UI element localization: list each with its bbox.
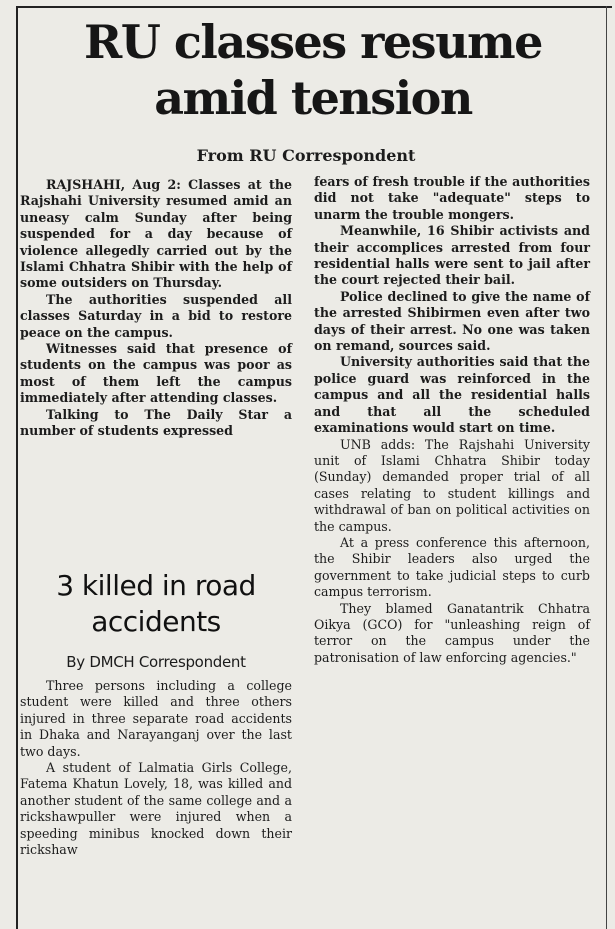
story1-headline: RU classes resume amid tension [84, 15, 542, 125]
story2-byline: By DMCH Correspondent [66, 653, 246, 671]
story2-paragraph: Three persons including a college student were killed and three others injured in three separate road accidents in Dhaka and Narayanganj over the last two days. [20, 678, 292, 759]
story1-paragraph: Meanwhile, 16 Shibir activists and their accomplices arrested from four residential halls were sent to jail after the court rejected their bail. [314, 223, 590, 288]
left-column-rule [16, 6, 18, 929]
story1-paragraph: RAJSHAHI, Aug 2: Classes at the Rajshahi University resumed amid an uneasy calm Sunday after being suspended for a day because of violence allegedly carried out by the Islami Chhatra Shibir with the help of some outsiders on Thursday. [20, 177, 292, 291]
story2-paragraph: A student of Lalmatia Girls College, Fatema Khatun Lovely, 18, was killed and another student of the same college and a rickshawpuller were injured when a speeding minibus knocked down their rickshaw [20, 760, 292, 858]
story1-paragraph: Talking to The Daily Star a number of students expressed [20, 406, 292, 439]
story1-byline: From RU Correspondent [196, 146, 416, 165]
top-rule [16, 6, 612, 8]
story2-column [20, 678, 292, 858]
story1-paragraph: They blamed Ganatantrik Chhatra Oikya (GCO) for "unleashing reign of terror on the campus under the patronisation of law enforcing agencies." [314, 600, 590, 665]
story1-paragraph: University authorities said that the police guard was reinforced in the campus and all the residential halls and that all the scheduled examinations would start on time. [314, 354, 590, 436]
story2-headline: 3 killed in road accidents [56, 569, 256, 638]
story1-left-column [20, 177, 292, 440]
right-edge-rule [606, 6, 607, 929]
story1-paragraph: At a press conference this afternoon, the Shibir leaders also urged the government to take judicial steps to curb campus terrorism. [314, 534, 590, 600]
story1-paragraph: Police declined to give the name of the arrested Shibirmen even after two days of their arrest. No one was taken on remand, sources said. [314, 288, 590, 354]
story1-paragraph: The authorities suspended all classes Saturday in a bid to restore peace on the campus. [20, 291, 292, 340]
story1-paragraph: Witnesses said that presence of students on the campus was poor as most of them left the campus immediately after attending classes. [20, 341, 292, 406]
story1-paragraph: UNB adds: The Rajshahi University unit of Islami Chhatra Shibir today (Sunday) demanded proper trial of all cases relating to student killings and withdrawal of ban on political activities on the campus. [314, 436, 590, 534]
story1-right-column [314, 174, 590, 666]
story1-paragraph: fears of fresh trouble if the authorities did not take "adequate" steps to unarm the trouble mongers. [314, 174, 590, 222]
